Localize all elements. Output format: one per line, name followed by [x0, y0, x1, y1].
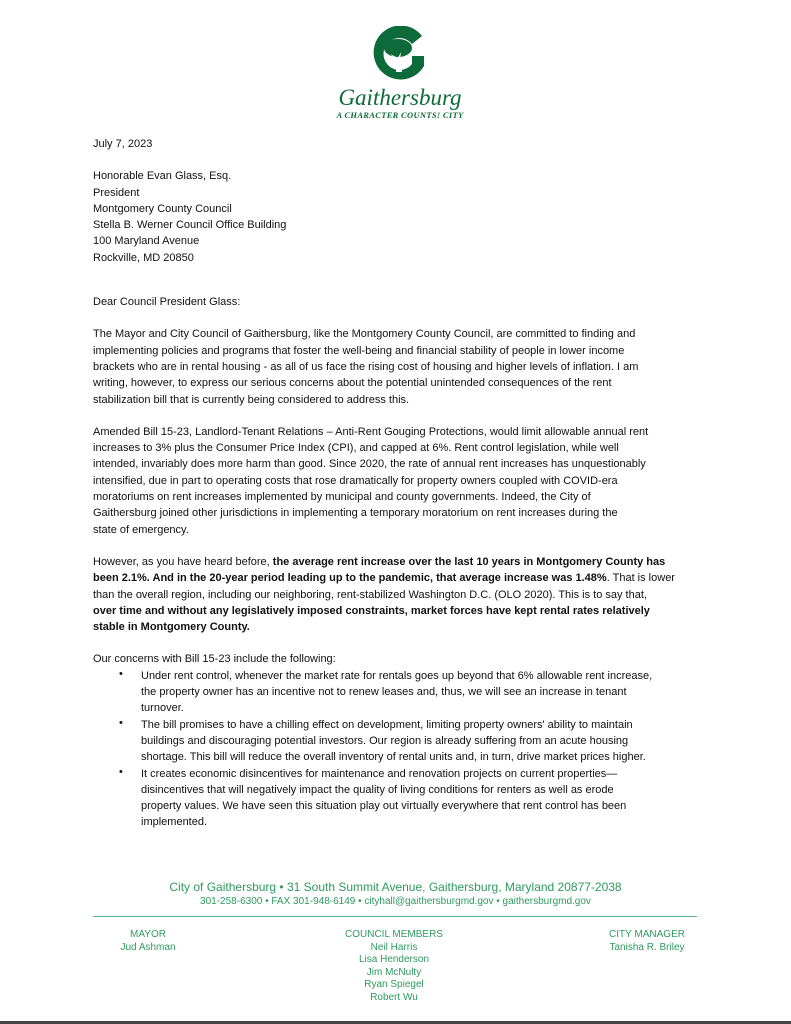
text: brackets who are in rental housing - as all of us face the rising cost of housing and higher levels of inflation. I am — [93, 360, 639, 373]
address-line: President — [93, 186, 140, 199]
manager-name: Tanisha R. Briley — [609, 941, 685, 953]
text: than the overall region, including our neighboring, rent-stabilized Washington D.C. (OLO 2020). This is to say that, — [93, 588, 647, 601]
mayor-block — [118, 929, 178, 954]
paragraph-line — [93, 554, 713, 570]
paragraph-line — [93, 473, 713, 489]
paragraph — [93, 424, 713, 538]
recipient-address — [93, 168, 713, 266]
list-item-line: buildings and discouraging potential investors. Our region is already suffering from an acute housing — [141, 734, 629, 747]
council-member: Lisa Henderson — [358, 954, 430, 965]
mayor-name: Jud Ashman — [120, 941, 176, 953]
footer-contact: 301-258-6300 • FAX 301-948-6149 • cityhall@gaithersburgmd.gov • gaithersburgmd.gov — [200, 896, 591, 907]
list-item-line: Under rent control, whenever the market rate for rentals goes up beyond that 6% allowable rent increase, — [141, 669, 653, 682]
council-member: Neil Harris — [370, 941, 418, 953]
council-member: Ryan Spiegel — [364, 979, 424, 990]
list-item-line: shortage. This bill will reduce the overall inventory of rental units and, in turn, drive market prices higher. — [141, 751, 646, 764]
address-line: Montgomery County Council — [93, 202, 232, 215]
council-member: Jim McNulty — [366, 966, 422, 978]
paragraph-line — [93, 343, 713, 359]
list-item-line: disincentives that will negatively impact the quality of living conditions for renters as well as erode — [141, 783, 614, 796]
paragraph-line — [93, 392, 713, 408]
text: . That is lower — [606, 572, 675, 585]
paragraph-line — [93, 440, 713, 456]
text: intensified, due in part to operating costs that rose dramatically for property owners coupled with COVID-era — [93, 474, 618, 487]
council-block — [330, 929, 458, 1004]
bold-text: been 2.1%. And in the 20-year period leading up to the pandemic, that average increase was 1.48% — [93, 572, 607, 585]
city-name: Gaithersburg — [338, 85, 462, 110]
paragraph-line — [93, 456, 713, 472]
text: Gaithersburg joined other jurisdictions in implementing a temporary moratorium on rent increases during the — [93, 507, 618, 520]
text: increases to 3% plus the Consumer Price Index (CPI), and capped at 6%. Rent control legislation, while well — [93, 442, 619, 455]
text: However, as you have heard before, — [93, 555, 273, 568]
concerns-list — [93, 668, 713, 831]
paragraph-line — [93, 326, 713, 342]
manager-title: CITY MANAGER — [609, 929, 685, 940]
list-item-line: It creates economic disincentives for maintenance and renovation projects on current properties— — [141, 767, 618, 780]
text: writing, however, to express our serious concerns about the potential unintended consequences of the rent — [93, 377, 612, 390]
paragraph-gap — [93, 538, 713, 554]
list-item-line: the property owner has an incentive not to renew leases and, thus, we will see an increase in tenant — [141, 686, 627, 699]
letterhead-logo — [330, 26, 470, 120]
text: moratoriums on rent increases implemented by municipal and county governments. Indeed, the City of — [93, 491, 591, 504]
paragraph-line — [93, 619, 713, 635]
bold-text: over time and without any legislatively imposed constraints, market forces have kept rental rates relatively — [93, 604, 650, 617]
list-item-line: The bill promises to have a chilling effect on development, limiting property owners' ability to maintain — [141, 718, 633, 731]
address-line: 100 Maryland Avenue — [93, 235, 200, 248]
footer-address: City of Gaithersburg • 31 South Summit Avenue, Gaithersburg, Maryland 20877-2038 — [169, 880, 622, 894]
list-item — [93, 668, 713, 717]
list-item-line: property values. We have seen this situation play out virtually everywhere that rent control has been — [141, 800, 627, 813]
paragraph-line — [93, 587, 713, 603]
paragraph-gap — [93, 408, 713, 424]
text: intended, invariably does more harm than good. Since 2020, the rate of annual rent increases has unquestionably — [93, 458, 646, 471]
manager-block — [600, 929, 694, 954]
paragraph-line — [93, 489, 713, 505]
paragraph-line — [93, 359, 713, 375]
footer-divider — [93, 916, 697, 917]
paragraph-gap — [93, 635, 713, 651]
council-member: Robert Wu — [370, 991, 418, 1003]
letter-date: July 7, 2023 — [93, 138, 153, 150]
paragraph-line — [93, 522, 713, 538]
paragraph — [93, 554, 713, 635]
bullet-icon: • — [119, 765, 123, 778]
address-line: Rockville, MD 20850 — [93, 251, 194, 264]
city-motto: A CHARACTER COUNTS! CITY — [336, 110, 464, 120]
text: stabilization bill that is currently being considered to address this. — [93, 393, 410, 406]
address-line: Honorable Evan Glass, Esq. — [93, 170, 232, 183]
list-item-line: implemented. — [141, 816, 208, 829]
mayor-title: MAYOR — [130, 929, 166, 940]
text: state of emergency. — [93, 523, 189, 536]
paragraph-line — [93, 603, 713, 619]
letter-paragraphs — [93, 326, 713, 651]
address-line: Stella B. Werner Council Office Building — [93, 219, 287, 232]
list-item — [93, 717, 713, 766]
paragraph-line — [93, 375, 713, 391]
bullet-icon: • — [119, 667, 123, 680]
tree-g-logo-icon — [368, 26, 432, 84]
bullet-icon: • — [119, 716, 123, 729]
text: Amended Bill 15-23, Landlord-Tenant Relations – Anti-Rent Gouging Protections, would limit allowable annual rent — [93, 425, 649, 438]
salutation: Dear Council President Glass: — [93, 296, 241, 309]
bold-text: stable in Montgomery County. — [93, 621, 250, 634]
council-title: COUNCIL MEMBERS — [345, 929, 443, 940]
concerns-intro: Our concerns with Bill 15-23 include the following: — [93, 653, 336, 666]
paragraph-line — [93, 424, 713, 440]
list-item — [93, 766, 713, 831]
paragraph-line — [93, 505, 713, 521]
text: implementing policies and programs that foster the well-being and financial stability of people in lower income — [93, 344, 625, 357]
bold-text: the average rent increase over the last 10 years in Montgomery County has — [272, 555, 666, 568]
paragraph-line — [93, 570, 713, 586]
list-item-line: turnover. — [141, 702, 184, 715]
letter-body — [93, 136, 713, 831]
text: The Mayor and City Council of Gaithersburg, like the Montgomery County Council, are committed to finding and — [93, 328, 636, 341]
paragraph — [93, 326, 713, 407]
letter-footer — [0, 880, 791, 1003]
